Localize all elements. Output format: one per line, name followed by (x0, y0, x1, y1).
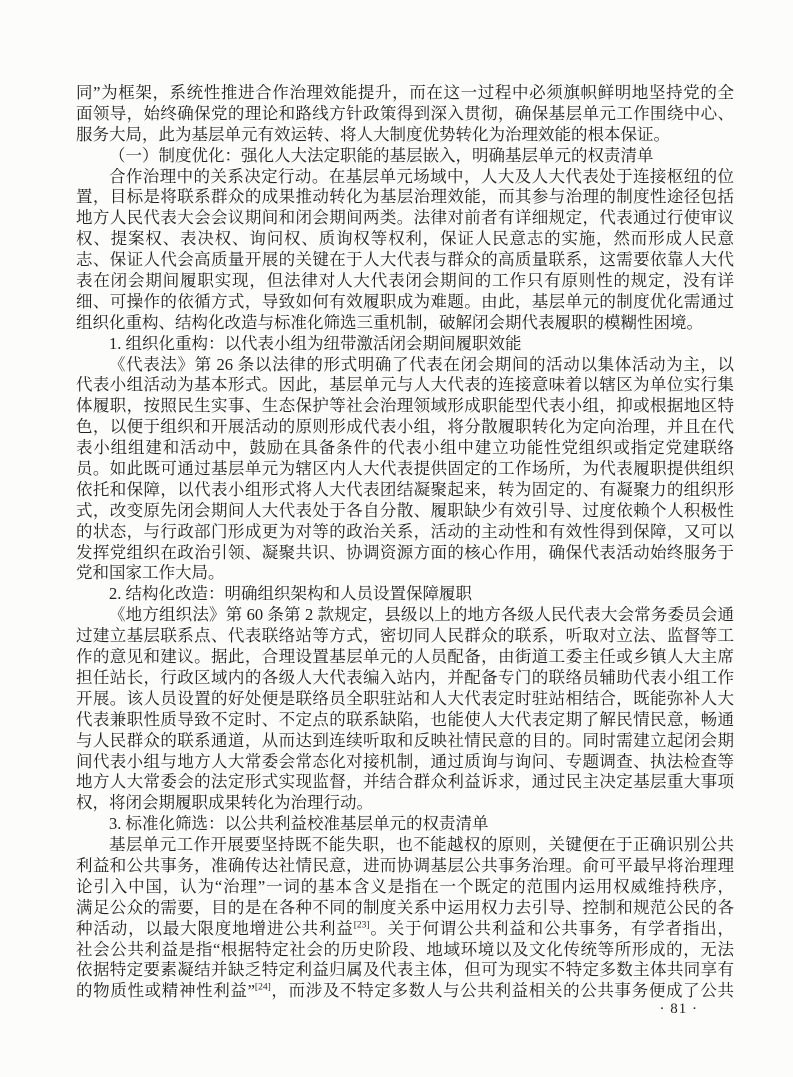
text-line: 与人民群众的联系通道，从而达到连续听取和反映社情民意的目的。同时需建立起闭会期 (76, 730, 734, 750)
text-line: 式，改变原先闭会期间人大代表处于各自分散、履职缺少有效引导、过度依赖个人积极性 (76, 500, 734, 520)
text-line: 《地方组织法》第 60 条第 2 款规定，县级以上的地方各级人民代表大会常务委员会通 (109, 605, 734, 625)
text-line: 开展。该人员设置的好处便是联络员全职驻站和人大代表定时驻站相结合，既能弥补人大 (76, 688, 734, 708)
text-line: 合作治理中的关系决定行动。在基层单元场域中，人大及人大代表处于连接枢纽的位 (109, 166, 734, 186)
text-line: 体履职，按照民生实事、生态保护等社会治理领域形成职能型代表小组，抑或根据地区特 (76, 396, 734, 416)
text-line: 的物质性或精神性利益”[24]，而涉及不特定多数人与公共利益相关的公共事务便成了公共 (76, 981, 734, 1001)
section-heading: （一）制度优化：强化人大法定职能的基层嵌入，明确基层单元的权责清单 (109, 145, 654, 165)
text-line: 利益和公共事务，准确传达社情民意，进而协调基层公共事务治理。俞可平最早将治理理 (76, 855, 734, 875)
text-line: 的状态，与行政部门形成更为对等的政治关系，活动的主动性和有效性得到保障，又可以 (76, 521, 734, 541)
text-line: 党和国家工作大局。 (76, 563, 225, 583)
section-heading: 3. 标准化筛选：以公共利益校准基层单元的权责清单 (109, 814, 489, 834)
text-line: 间代表小组与地方人大常委会常态化对接机制，通过质询与询问、专题调查、执法检查等 (76, 751, 734, 771)
text-line: 依据特定要素凝结并缺乏特定利益归属及代表主体，但可为现实不特定多数主体共同享有 (76, 960, 734, 980)
text-line: 细、可操作的依循方式，导致如何有效履职成为难题。由此，基层单元的制度优化需通过 (76, 291, 734, 311)
text-line: 社会公共利益是指“根据特定社会的历史阶段、地域环境以及文化传统等所形成的，无法 (76, 939, 734, 959)
text-line: 组织化重构、结构化改造与标准化筛选三重机制，破解闭会期代表履职的模糊性困境。 (76, 312, 703, 332)
text-line: 表小组组建和活动中，鼓励在具备条件的代表小组中建立功能性党组织或指定党建联络 (76, 438, 734, 458)
text-line: 员。如此既可通过基层单元为辖区内人大代表提供固定的工作场所，为代表履职提供组织 (76, 459, 734, 479)
text-line: 志、保证人代会高质量开展的关键在于人大代表与群众的高质量联系，这需要依靠人大代 (76, 250, 734, 270)
text-line: 色，以便于组织和开展活动的原则形成代表小组，将分散履职转化为定向治理，并且在代 (76, 417, 734, 437)
text-line: 权、提案权、表决权、询问权、质询权等权利，保证人民意志的实施，然而形成人民意 (76, 229, 734, 249)
footnote-ref: [24] (254, 982, 271, 993)
text-line: 满足公众的需要，目的是在各种不同的制度关系中运用权力去引导、控制和规范公民的各 (76, 897, 734, 917)
footnote-ref: [23] (353, 920, 370, 931)
text-line: 代表兼职性质导致不定时、不定点的联系缺陷，也能使人大代表定期了解民情民意，畅通 (76, 709, 734, 729)
text-line: 表在闭会期间履职实现，但法律对人大代表闭会期间的工作只有原则性的规定，没有详 (76, 271, 734, 291)
text-line: 担任站长，行政区域内的各级人大代表编入站内，并配备专门的联络员辅助代表小组工作 (76, 667, 734, 687)
text-line: 依托和保障，以代表小组形式将人大代表团结凝聚起来，转为固定的、有凝聚力的组织形 (76, 479, 734, 499)
text-line: 《代表法》第 26 条以法律的形式明确了代表在闭会期间的活动以集体活动为主，以 (109, 354, 734, 374)
text-line: 作的意见和建议。据此，合理设置基层单元的人员配备，由街道工委主任或乡镇人大主席 (76, 647, 734, 667)
section-heading: 2. 结构化改造：明确组织架构和人员设置保障履职 (109, 584, 472, 604)
text-line: 权，将闭会期履职成果转化为治理行动。 (76, 793, 373, 813)
text-line: 同”为框架，系统性推进合作治理效能提升，而在这一过程中必须旗帜鲜明地坚持党的全 (76, 83, 734, 102)
text-line: 过建立基层联系点、代表联络站等方式，密切同人民群众的联系，听取对立法、监督等工 (76, 626, 734, 646)
text-line: 面领导，始终确保党的理论和路线方针政策得到深入贯彻，确保基层单元工作围绕中心、 (76, 103, 734, 123)
text-line: 地方人大常委会的法定形式实现监督，并结合群众利益诉求，通过民主决定基层重大事项 (76, 772, 734, 792)
text-line: 基层单元工作开展要坚持既不能失职，也不能越权的原则，关键便在于正确识别公共 (109, 835, 734, 855)
text-block (76, 83, 734, 1002)
text-line: 代表小组活动为基本形式。因此，基层单元与人大代表的连接意味着以辖区为单位实行集 (76, 375, 734, 395)
text-line: 地方人民代表大会会议期间和闭会期间两类。法律对前者有详细规定，代表通过行使审议 (76, 208, 734, 228)
page-number: · 81 · (659, 1001, 698, 1017)
text-line: 论引入中国，认为“治理”一词的基本含义是指在一个既定的范围内运用权威维持秩序， (76, 876, 734, 896)
text-line: 发挥党组织在政治引领、凝聚共识、协调资源方面的核心作用，确保代表活动始终服务于 (76, 542, 734, 562)
text-line: 服务大局，此为基层单元有效运转、将人大制度优势转化为治理效能的根本保证。 (76, 124, 670, 144)
text-line: 种活动，以最大限度地增进公共利益[23]。关于何谓公共利益和公共事务，有学者指出， (76, 918, 734, 938)
section-heading: 1. 组织化重构：以代表小组为纽带激活闭会期间履职效能 (109, 333, 522, 353)
text-line: 置，目标是将联系群众的成果推动转化为基层治理效能，而其参与治理的制度性途径包括 (76, 187, 734, 207)
